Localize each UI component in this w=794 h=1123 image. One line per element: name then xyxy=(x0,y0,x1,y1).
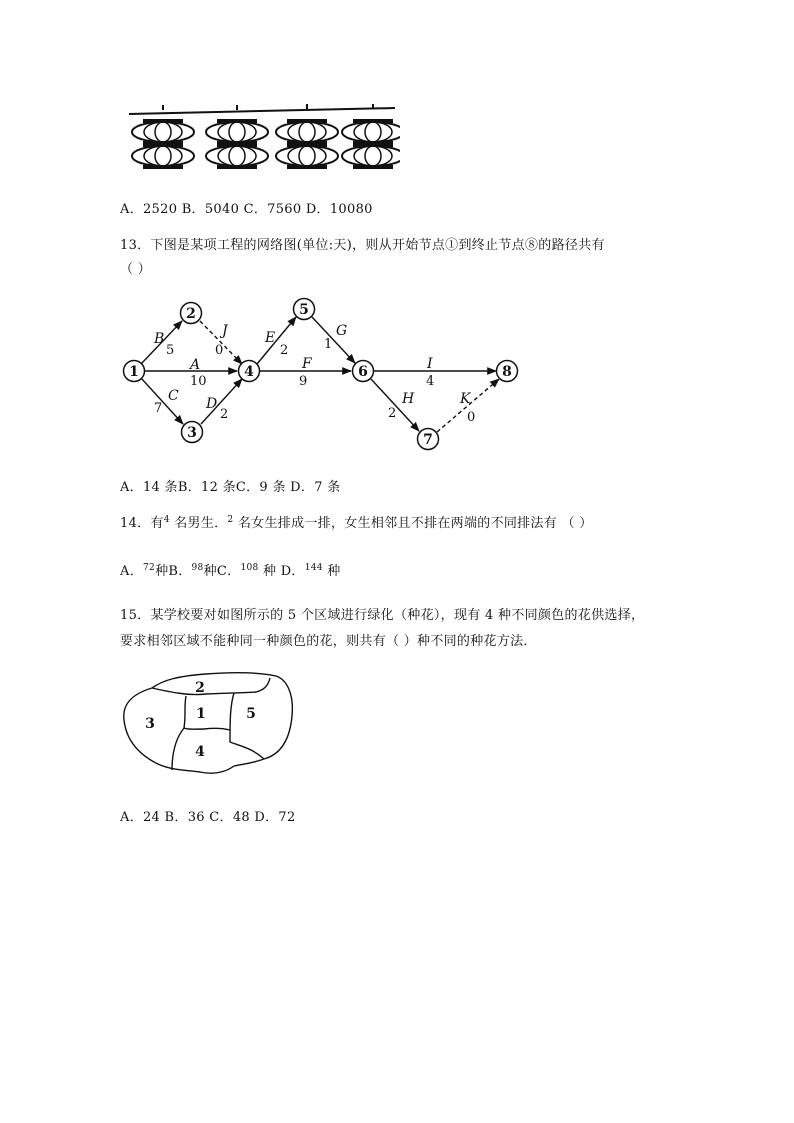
edge-label: I xyxy=(427,356,433,372)
lantern-pair xyxy=(206,119,268,169)
edge-label: H xyxy=(402,391,415,407)
q14-girls-count: 2 xyxy=(227,515,234,525)
region-label: 3 xyxy=(145,716,155,732)
region-label: 1 xyxy=(196,706,206,722)
edge-label: G xyxy=(336,323,348,339)
q14-options: A．$^{72}$种B．$^{98}$种C．$^{108}$ 种 D．$^{144}$ 种 xyxy=(120,563,341,579)
svg-text:6: 6 xyxy=(358,364,368,380)
q13-options: A．14 条B．12 条C．9 条 D．7 条 xyxy=(120,480,341,495)
svg-text:5: 5 xyxy=(299,302,309,318)
edge-weight: 5 xyxy=(166,343,175,358)
svg-text:2: 2 xyxy=(186,306,196,322)
q15-stem-line1: 15．某学校要对如图所示的 5 个区域进行绿化（种花），现有 4 种不同颜色的花供选择， xyxy=(120,608,645,623)
region-label: 4 xyxy=(195,744,205,760)
lantern-pair xyxy=(276,119,338,169)
q14-stem: 14．有$^4$ 名男生．$^2$ 名女生排成一排，女生相邻且不排在两端的不同排法有 （ ） xyxy=(120,515,593,531)
edge-weight: 9 xyxy=(299,374,308,389)
network-node xyxy=(239,361,260,382)
edge-label: F xyxy=(302,356,312,372)
region-label: 2 xyxy=(195,680,205,696)
svg-text:1: 1 xyxy=(129,364,139,380)
network-node xyxy=(497,361,518,382)
network-node xyxy=(294,299,315,320)
network-node xyxy=(181,303,202,324)
network-node xyxy=(182,422,203,443)
lanterns-figure xyxy=(125,100,400,180)
edge-label: J xyxy=(222,323,228,339)
q13-stem: 13．下图是某项工程的网络图(单位:天)，则从开始节点①到终止节点⑧的路径共有 xyxy=(120,238,605,253)
edge-weight: 1 xyxy=(324,337,333,352)
edge-weight: 2 xyxy=(388,406,397,421)
edge-weight: 4 xyxy=(426,374,435,389)
edge-weight: 0 xyxy=(467,410,476,425)
edge-weight: 0 xyxy=(215,343,224,358)
q13-answer-blank: （ ） xyxy=(120,262,152,277)
svg-text:3: 3 xyxy=(187,425,197,441)
network-node xyxy=(418,429,439,450)
svg-text:7: 7 xyxy=(423,432,433,448)
region-map xyxy=(118,666,298,780)
edge-weight: 7 xyxy=(154,401,163,416)
region-label: 5 xyxy=(246,706,256,722)
network-node xyxy=(353,361,374,382)
edge-label: C xyxy=(168,388,179,404)
edge-weight: 2 xyxy=(220,407,229,422)
network-node xyxy=(124,361,145,382)
edge-label: A xyxy=(190,357,201,373)
edge-label: K xyxy=(460,391,471,407)
edge-label: E xyxy=(265,330,276,346)
svg-text:8: 8 xyxy=(502,364,512,380)
edge-label: D xyxy=(206,396,218,412)
svg-text:4: 4 xyxy=(244,364,254,380)
q12-options: A．2520 B．5040 C．7560 D．10080 xyxy=(120,202,373,217)
edge-label: B xyxy=(154,331,165,347)
q15-stem-line2: 要求相邻区域不能种同一种颜色的花，则共有（ ）种不同的种花方法． xyxy=(120,634,537,649)
edge-weight: 2 xyxy=(280,343,289,358)
lantern-pair xyxy=(342,119,400,169)
q15-options: A．24 B．36 C．48 D．72 xyxy=(120,810,296,825)
edge-weight: 10 xyxy=(190,374,207,389)
q14-boys-count: 4 xyxy=(163,515,170,525)
network-diagram xyxy=(110,290,530,455)
lantern-pair xyxy=(132,119,194,169)
